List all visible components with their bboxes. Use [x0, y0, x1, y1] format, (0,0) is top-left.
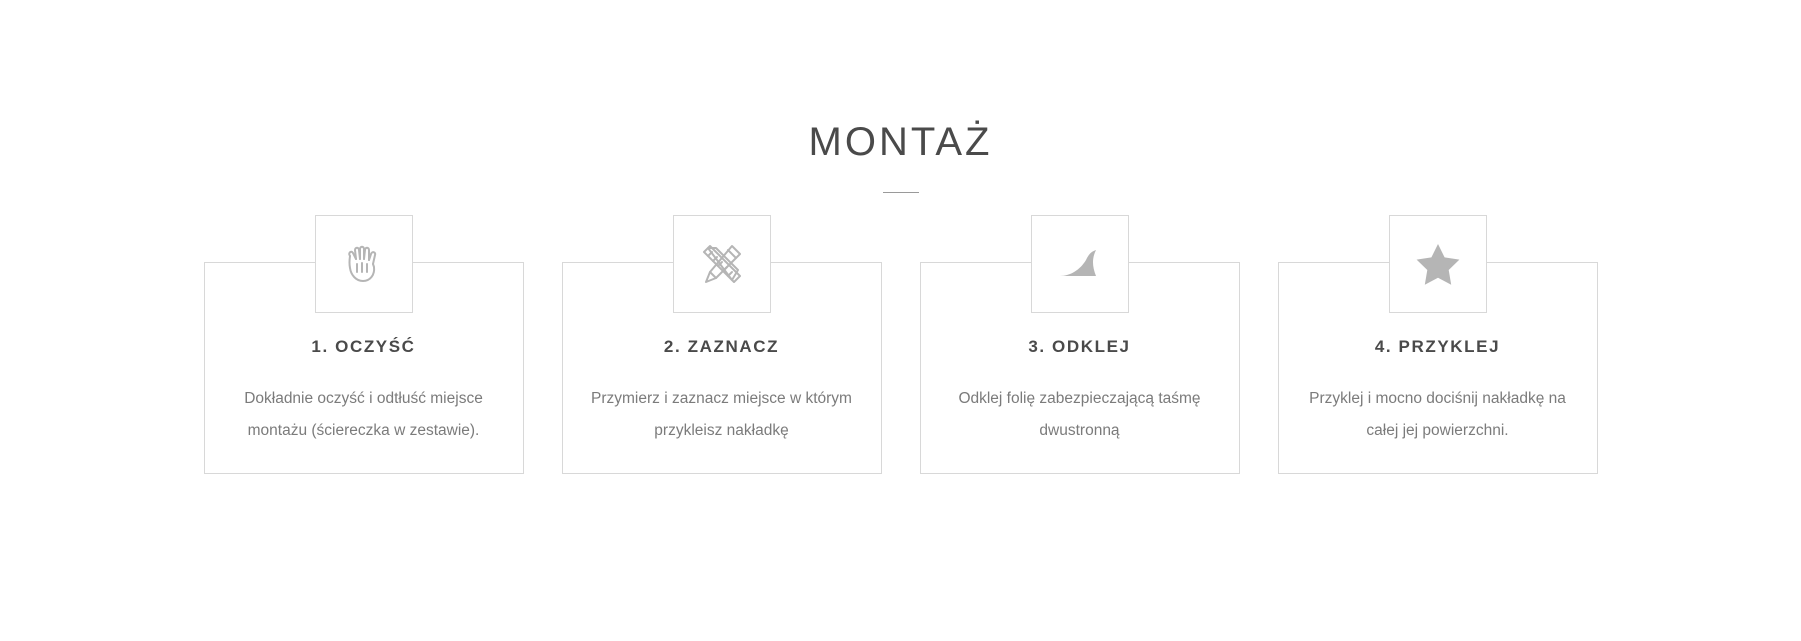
step-title: 3. ODKLEJ	[1028, 337, 1131, 356]
pencil-ruler-icon	[673, 215, 771, 313]
hand-wipe-icon	[315, 215, 413, 313]
step-description: Przymierz i zaznacz miejsce w którym przykleisz nakładkę	[591, 390, 852, 440]
star-icon	[1389, 215, 1487, 313]
step-description: Przyklej i mocno dociśnij nakładkę na całej jej powierzchni.	[1309, 390, 1566, 440]
step-description: Dokładnie oczyść i odtłuść miejsce montażu (ściereczka w zestawie).	[244, 390, 483, 440]
steps-list	[0, 262, 1801, 474]
step-title: 1. OCZYŚĆ	[311, 337, 416, 356]
step-card-3	[920, 262, 1240, 474]
section-heading	[0, 120, 1801, 198]
step-card-4	[1278, 262, 1598, 474]
step-card-1	[204, 262, 524, 474]
step-description: Odklej folię zabezpieczającą taśmę dwustronną	[958, 390, 1201, 440]
peel-film-icon	[1031, 215, 1129, 313]
step-title: 4. PRZYKLEJ	[1374, 337, 1501, 356]
page-title: MONTAŻ	[808, 120, 993, 164]
divider	[883, 192, 919, 193]
step-title: 2. ZAZNACZ	[663, 337, 780, 356]
step-card-2	[562, 262, 882, 474]
